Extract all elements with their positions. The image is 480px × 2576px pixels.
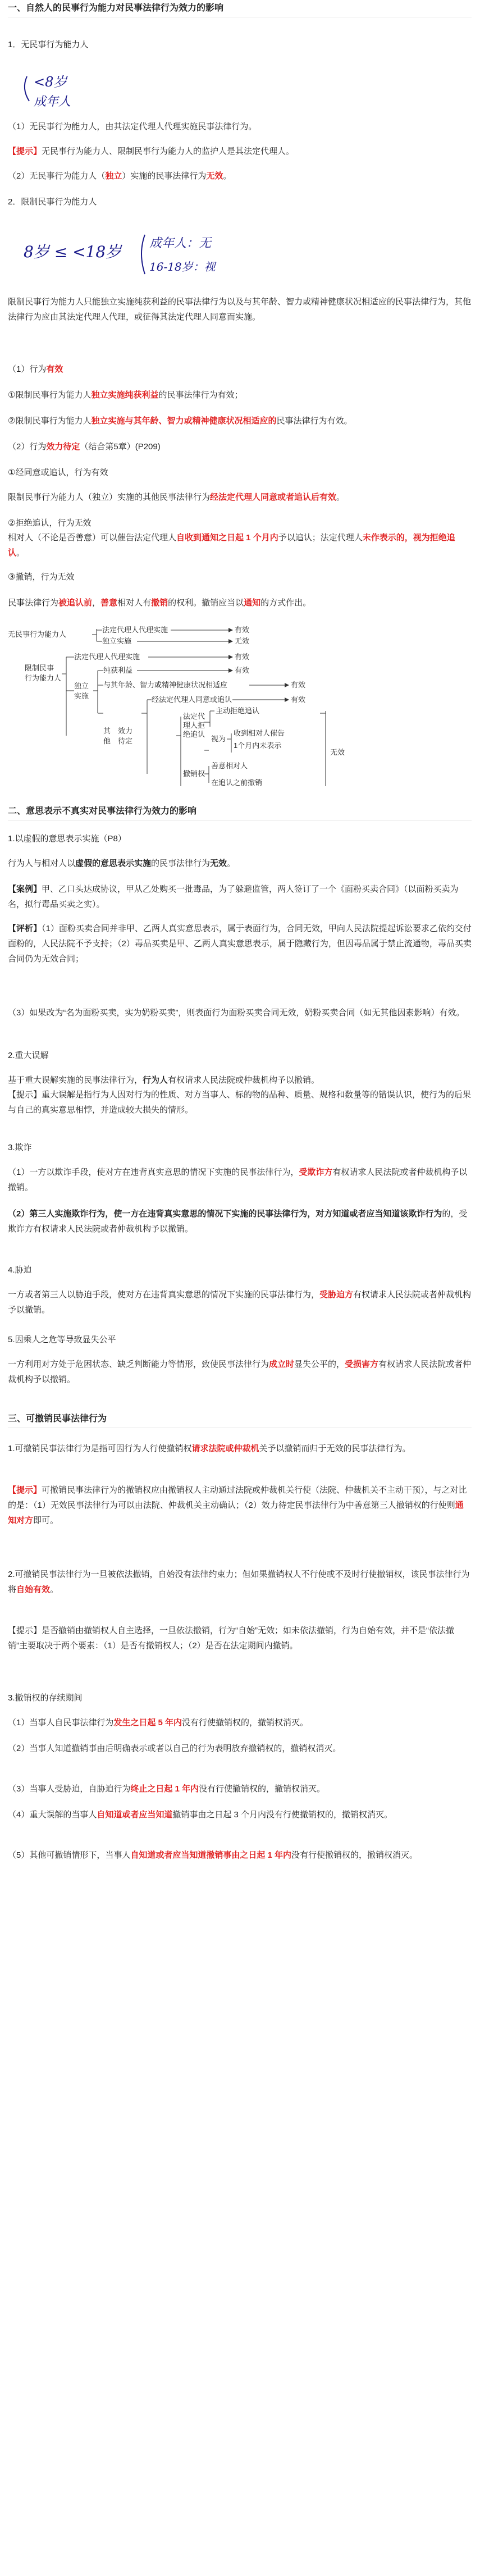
text: 有权请求人民法院或者仲裁机构予以撤销。 (8, 1360, 472, 1384)
diagram-other-a: 其 (103, 727, 111, 735)
hand-text-age-range: 8岁 ≤ <18岁 (24, 243, 122, 261)
text: 即可。 (33, 1516, 59, 1525)
text: （1）一方以欺诈手段，使对方在违背真实意思的情况下实施的民事法律行为， (8, 1168, 299, 1177)
para-consent (8, 490, 472, 505)
highlight: 无效 (206, 171, 223, 181)
text: 行为人与相对人以 (8, 859, 76, 868)
highlight: 撤销 (151, 598, 168, 608)
text: 1.可撤销民事法律行为是指可因行为人行使撤销权 (8, 1444, 192, 1453)
highlight: 自始有效 (16, 1585, 51, 1594)
highlight: 受胁迫方 (319, 1290, 354, 1300)
highlight: 终止之日起 1 年内 (130, 1784, 199, 1794)
text: 有权请求人民法院或者仲裁机构予以撤销。 (8, 1168, 468, 1192)
highlight: 自收到通知之日起 1 个月内 (176, 533, 278, 542)
text: 有权请求人民法院或者仲裁机构予以撤销。 (8, 1290, 472, 1315)
diagram-indep-b: 实施 (74, 692, 89, 700)
item-pending (8, 439, 472, 454)
subheading-no-capacity: 1．无民事行为能力人 (8, 40, 89, 49)
text: ， (92, 598, 101, 608)
text: 相对人有 (117, 598, 152, 608)
diagram-agent-1: 法定代理人代理实施 (102, 626, 168, 634)
item-consent: ①经同意或追认，行为有效 (8, 468, 108, 477)
diagram-valid-1: 有效 (235, 626, 250, 634)
para-revoke (8, 595, 472, 610)
para-unfair (8, 1357, 472, 1387)
text: （1）行为 (8, 364, 47, 374)
highlight: 受欺诈方 (299, 1168, 333, 1177)
diagram-appropriate: 与其年龄、智力或精神健康状况相适应 (103, 681, 228, 689)
item-revoke: ③撤销，行为无效 (8, 572, 75, 582)
highlight: 虚假的意思表示实施 (75, 859, 152, 868)
item-valid-1 (8, 387, 472, 403)
period-item-3 (8, 1781, 472, 1797)
analysis-label: 【评析】 (8, 924, 42, 933)
diagram-pending-b: 待定 (118, 737, 133, 745)
subheading-sham: 1.以虚假的意思表示实施（P8） (8, 834, 126, 844)
diagram-refuse-a: 法定代 (183, 712, 205, 721)
text: 。 (50, 1585, 59, 1594)
text: 相对人（不论是否善意）可以催告法定代理人 (8, 533, 177, 542)
text: （4）重大误解的当事人 (8, 1810, 97, 1820)
hand-text-under-8: <8岁 (34, 74, 67, 90)
handwritten-note-1 (17, 66, 129, 111)
text: （3）当事人受胁迫，自胁迫行为 (8, 1784, 131, 1794)
highlight: 自知道或者应当知道撤销事由之日起 1 年内 (130, 1850, 292, 1860)
para-sham (8, 856, 472, 871)
highlight: 经法定代理人同意或者追认后有效 (210, 493, 337, 502)
diagram-no-capacity: 无民事行为能力人 (8, 630, 67, 639)
diagram-refuse-c: 绝追认 (183, 730, 205, 738)
text: 一方利用对方处于危困状态、缺乏判断能力等情形，致使民事法律行为 (8, 1360, 269, 1369)
highlight: 请求法院或仲裁机 (191, 1444, 259, 1453)
para-coercion (8, 1287, 472, 1317)
case-label: 【案例】 (8, 884, 42, 894)
tip-label: 【提示】 (8, 147, 42, 156)
period-item-2: （2）当事人知道撤销事由后明确表示或者以自己的行为表明放弃撤销权的，撤销权消灭。 (8, 1744, 341, 1753)
para-fraud-2 (8, 1206, 472, 1237)
text: 没有行使撤销权的，撤销权消灭。 (291, 1850, 418, 1860)
text: 。 (223, 171, 232, 181)
item-refuse: ②拒绝追认，行为无效 (8, 518, 92, 528)
text: （2）第三人实施欺诈行为，使一方在违背真实意思的情况下实施的民事法律行为， (8, 1209, 316, 1219)
text: 。 (16, 548, 25, 558)
tip-guardian (8, 144, 472, 159)
highlight: 独立 (105, 171, 122, 181)
diagram-deemed: 视为 (211, 735, 226, 743)
text: 2.可撤销民事法律行为一旦被依法撤销，自始没有法律约束力；但如果撤销权人不行使或不及时行使撤销权，该民事法律行为将 (8, 1570, 470, 1594)
text: 基于重大误解实施的民事法律行为， (8, 1075, 143, 1085)
text: （结合第5章）(P209) (80, 442, 161, 452)
text: 的民事法律行为 (151, 859, 211, 868)
text: 的民事法律行为有效； (158, 390, 243, 400)
diagram-void-1: 无效 (235, 637, 250, 645)
tip-revocation (8, 1483, 472, 1528)
diagram-notice-b: 1个月内未表示 (234, 741, 282, 750)
highlight: 善意 (100, 598, 118, 608)
tip-text: 无民事行为能力人、限制民事行为能力人的监护人是其法定代理人。 (42, 147, 295, 156)
tip-choice: 【提示】是否撤销由撤销权人自主选择，一旦依法撤销，行为“自始”无效；如未依法撤销，行为自始有效，并不是“依法撤销”主要取决于两个要素：（1）是否有撤销权人；（2）是否在法定期间内撤销。 (8, 1626, 454, 1651)
highlight: 无效 (210, 859, 227, 868)
para-revocable-def (8, 1441, 472, 1456)
text: 有权请求人民法院或仲裁机构予以撤销。 (168, 1075, 320, 1085)
hand-text-adult-none: 成年人：无 (149, 236, 212, 250)
text: ）实施的民事法律行为 (122, 171, 207, 181)
handwritten-note-2 (20, 222, 234, 284)
text: 关予以撤销而归于无效的民事法律行为。 (259, 1444, 411, 1453)
diagram-notice-a: 收到相对人催告 (234, 729, 285, 737)
text: 显失公平的， (294, 1360, 345, 1369)
item-valid-2 (8, 413, 472, 428)
text: 的权利。撤销应当以 (168, 598, 244, 608)
text: 没有行使撤销权的，撤销权消灭。 (182, 1718, 309, 1727)
case-example (8, 882, 472, 912)
diagram-pending-a: 效力 (118, 727, 133, 735)
text: （1）当事人自民事法律行为 (8, 1718, 114, 1727)
highlight: 通知对方 (8, 1501, 464, 1525)
diagram-valid-5: 有效 (291, 695, 306, 704)
text: 没有行使撤销权的，撤销权消灭。 (199, 1784, 326, 1794)
diagram-before-ratify: 在追认之前撤销 (211, 778, 263, 787)
analysis-text: （1）面粉买卖合同并非甲、乙两人真实意思表示，属于表面行为，合同无效，甲向人民法院提起诉讼要求乙依约交付面粉的，人民法院不予支持；（2）毒品买卖是甲、乙两人真实意思表示，属于隐藏行为，但因毒品属于禁止流通物，毒品买卖合同仍为无效合同； (8, 924, 472, 964)
para-refuse (8, 530, 472, 560)
diagram-revocation: 撤销权 (183, 769, 205, 778)
text: ②限制民事行为能力人 (8, 416, 92, 426)
diagram-agent-2: 法定代理人代理实施 (74, 653, 140, 661)
highlight: 独立实施与其年龄、智力或精神健康状况相适应的 (91, 416, 277, 426)
diagram-indep-a: 独立 (74, 682, 89, 690)
diagram-refuse-b: 理人拒 (183, 721, 205, 730)
para-legal-agent: （1）无民事行为能力人，由其法定代理人代理实施民事法律行为。 (8, 122, 257, 131)
text: 民事法律行为有效。 (276, 416, 353, 426)
highlight: 自知道或者应当知道 (97, 1810, 173, 1820)
subheading-unfair: 5.因乘人之危等导致显失公平 (8, 1335, 116, 1344)
diagram-ratify: 经法定代理人同意或追认 (152, 695, 232, 704)
case-analysis (8, 921, 472, 966)
diagram-limited-2: 行为能力人 (25, 674, 62, 682)
para-revocation-effect (8, 1567, 472, 1597)
diagram-limited-1: 限制民事 (25, 664, 54, 672)
item-valid (8, 362, 472, 377)
diagram-valid-4: 有效 (291, 681, 306, 689)
highlight: 通知 (244, 598, 261, 608)
highlight: 未作表示的，视为拒绝追认 (8, 533, 455, 558)
section-title-3: 三、可撤销民事法律行为 (8, 1414, 107, 1424)
text: （5）其他可撤销情形下，当事人 (8, 1850, 131, 1860)
tip-label: 【提示】 (8, 1485, 42, 1495)
subheading-limited-capacity: 2．限制民事行为能力人 (8, 197, 97, 207)
text: 民事法律行为 (8, 598, 59, 608)
subheading-coercion: 4.胁迫 (8, 1265, 32, 1275)
subheading-mistake: 2.重大误解 (8, 1051, 49, 1060)
highlight: 对方知道或者应当知道该欺诈行为 (316, 1209, 442, 1219)
section-title-1: 一、自然人的民事行为能力对民事法律行为效力的影响 (8, 3, 224, 13)
section-title-2: 二、意思表示不真实对民事法律行为效力的影响 (8, 806, 197, 816)
text: 限制民事行为能力人（独立）实施的其他民事法律行为 (8, 493, 211, 502)
para-fraud-1 (8, 1165, 472, 1195)
period-item-5 (8, 1848, 472, 1863)
period-item-4 (8, 1807, 472, 1822)
case-analysis-3: （3）如果改为“名为面粉买卖，实为奶粉买卖”，则表面行为面粉买卖合同无效，奶粉买卖合同（如无其他因素影响）有效。 (8, 1008, 465, 1018)
diagram-void-2: 无效 (330, 748, 345, 756)
subheading-period: 3.撤销权的存续期间 (8, 1693, 83, 1703)
highlight: 成立时 (269, 1360, 295, 1369)
diagram-active-refuse: 主动拒绝追认 (216, 706, 260, 715)
text: （2）无民事行为能力人（ (8, 171, 106, 181)
diagram-pure-benefit: 纯获利益 (103, 666, 133, 674)
capacity-diagram (8, 623, 412, 792)
text: 一方或者第三人以胁迫手段，使对方在违背真实意思的情况下实施的民事法律行为， (8, 1290, 320, 1300)
highlight: 效力待定 (46, 442, 80, 452)
hand-text-16-18: 16-18岁：视 (149, 260, 216, 273)
highlight: 被追认前 (58, 598, 93, 608)
diagram-good-faith: 善意相对人 (211, 762, 248, 770)
highlight: 发生之日起 5 年内 (113, 1718, 182, 1727)
text: 予以追认；法定代理人 (278, 533, 363, 542)
highlight: 受损害方 (345, 1360, 379, 1369)
highlight: 行为人 (143, 1075, 168, 1085)
text: 。 (227, 859, 236, 868)
hand-text-adult: 成年人 (34, 95, 71, 109)
highlight: 独立实施纯获利益 (91, 390, 159, 400)
text: ①限制民事行为能力人 (8, 390, 92, 400)
diagram-other-b: 他 (103, 737, 111, 745)
tip-text: 可撤销民事法律行为的撤销权应由撤销权人主动通过法院或仲裁机关行使（法院、仲裁机关不主动干预），与之对比的是：（1）无效民事法律行为可以由法院、仲裁机关主动确认；（2）效力待定民事法律行为中善意第三人撤销权的行使则 (8, 1485, 467, 1510)
para-mistake (8, 1073, 472, 1088)
highlight: 有效 (46, 364, 63, 374)
text: （2）行为 (8, 442, 47, 452)
text: 。 (336, 493, 345, 502)
case-text: 甲、乙口头达成协议，甲从乙处购买一批毒品，为了躲避监管，两人签订了一个《面粉买卖合同》（以面粉买卖为名，拟行毒品买卖之实）。 (8, 884, 459, 909)
period-item-1 (8, 1715, 472, 1730)
subheading-fraud: 3.欺诈 (8, 1143, 32, 1152)
para-limited-intro: 限制民事行为能力人只能独立实施纯获利益的民事法律行为以及与其年龄、智力或精神健康状况相适应的民事法律行为，其他法律行为应由其法定代理人代理，或征得其法定代理人同意而实施。 (8, 297, 472, 322)
text: 的方式作出。 (260, 598, 312, 608)
diagram-independent-1: 独立实施 (102, 637, 132, 645)
diagram-valid-3: 有效 (235, 666, 250, 674)
tip-mistake: 【提示】重大误解是指行为人因对行为的性质、对方当事人、标的物的品种、质量、规格和数量等的错误认识，使行为的后果与自己的真实意思相悖，并造成较大损失的情形。 (8, 1090, 472, 1115)
text: 的，受欺诈方有权请求人民法院或者仲裁机构予以撤销。 (8, 1209, 468, 1234)
diagram-valid-2: 有效 (235, 653, 250, 661)
text: 撤销事由之日起 3 个月内没有行使撤销权的，撤销权消灭。 (172, 1810, 393, 1820)
para-independent-void (8, 168, 472, 184)
